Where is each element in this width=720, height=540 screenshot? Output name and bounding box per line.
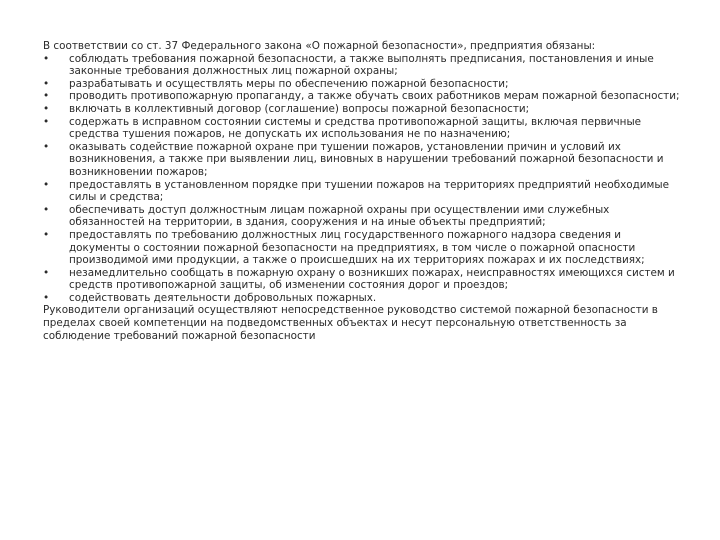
list-item-text: включать в коллективный договор (соглашение) вопросы пожарной безопасности; [69,102,530,115]
list-item [43,229,683,267]
closing-paragraph: Руководители организаций осуществляют непосредственное руководство системой пожарной безопасности в пределах своей компетенции на подведомственных объектах и несут персональную ответственность за соблюдение требований пожарной безопасности [43,304,658,342]
list-item [43,53,683,78]
list-item-text: содержать в исправном состоянии системы и средства противопожарной защиты, включая первичные средства тушения пожаров, не допускать их использования не по назначению; [69,115,642,141]
list-item-text: разрабатывать и осуществлять меры по обеспечению пожарной безопасности; [69,77,509,90]
bullet-icon: • [43,178,50,191]
list-item-text: соблюдать требования пожарной безопасности, а также выполнять предписания, постановления и иные законные требования должностных лиц пожарной охраны; [69,52,654,78]
bullet-icon: • [43,77,50,90]
bullet-icon: • [43,266,50,279]
bullet-icon: • [43,203,50,216]
list-item [43,116,683,141]
list-item-text: незамедлительно сообщать в пожарную охрану о возникших пожарах, неисправностях имеющихся систем и средств противопожарной защиты, об изменении состояния дорог и проездов; [69,266,675,292]
document-body [43,40,683,342]
list-item [43,267,683,292]
bullet-icon: • [43,291,50,304]
bullet-icon: • [43,115,50,128]
list-item-text: содействовать деятельности добровольных пожарных. [69,291,377,304]
list-item-text: оказывать содействие пожарной охране при тушении пожаров, установлении причин и условий их возникновения, а также при выявлении лиц, виновных в нарушении требований пожарной безопасности и возникновении пожаров; [69,140,664,178]
list-item-text: предоставлять в установленном порядке при тушении пожаров на территориях предприятий необходимые силы и средства; [69,178,669,204]
list-item [43,90,683,103]
list-item [43,204,683,229]
intro-paragraph: В соответствии со ст. 37 Федерального закона «О пожарной безопасности», предприятия обязаны: [43,40,596,52]
list-item [43,141,683,179]
bullet-icon: • [43,228,50,241]
obligations-list [43,53,683,305]
bullet-icon: • [43,102,50,115]
bullet-icon: • [43,140,50,153]
list-item-text: обеспечивать доступ должностным лицам пожарной охраны при осуществлении ими служебных обязанностей на территории, в здания, сооружения и на иные объекты предприятий; [69,203,610,229]
list-item-text: проводить противопожарную пропаганду, а также обучать своих работников мерам пожарной безопасности; [69,90,680,103]
bullet-icon: • [43,90,50,103]
list-item [43,103,683,116]
list-item-text: предоставлять по требованию должностных лиц государственного пожарного надзора сведения и документы о состоянии пожарной безопасности на предприятиях, в том числе о пожарной опасности производимой ими продукции, а также о происшедших на их территориях пожарах и их последствиях; [69,228,645,267]
bullet-icon: • [43,52,50,65]
list-item [43,78,683,91]
list-item [43,179,683,204]
list-item [43,292,683,305]
